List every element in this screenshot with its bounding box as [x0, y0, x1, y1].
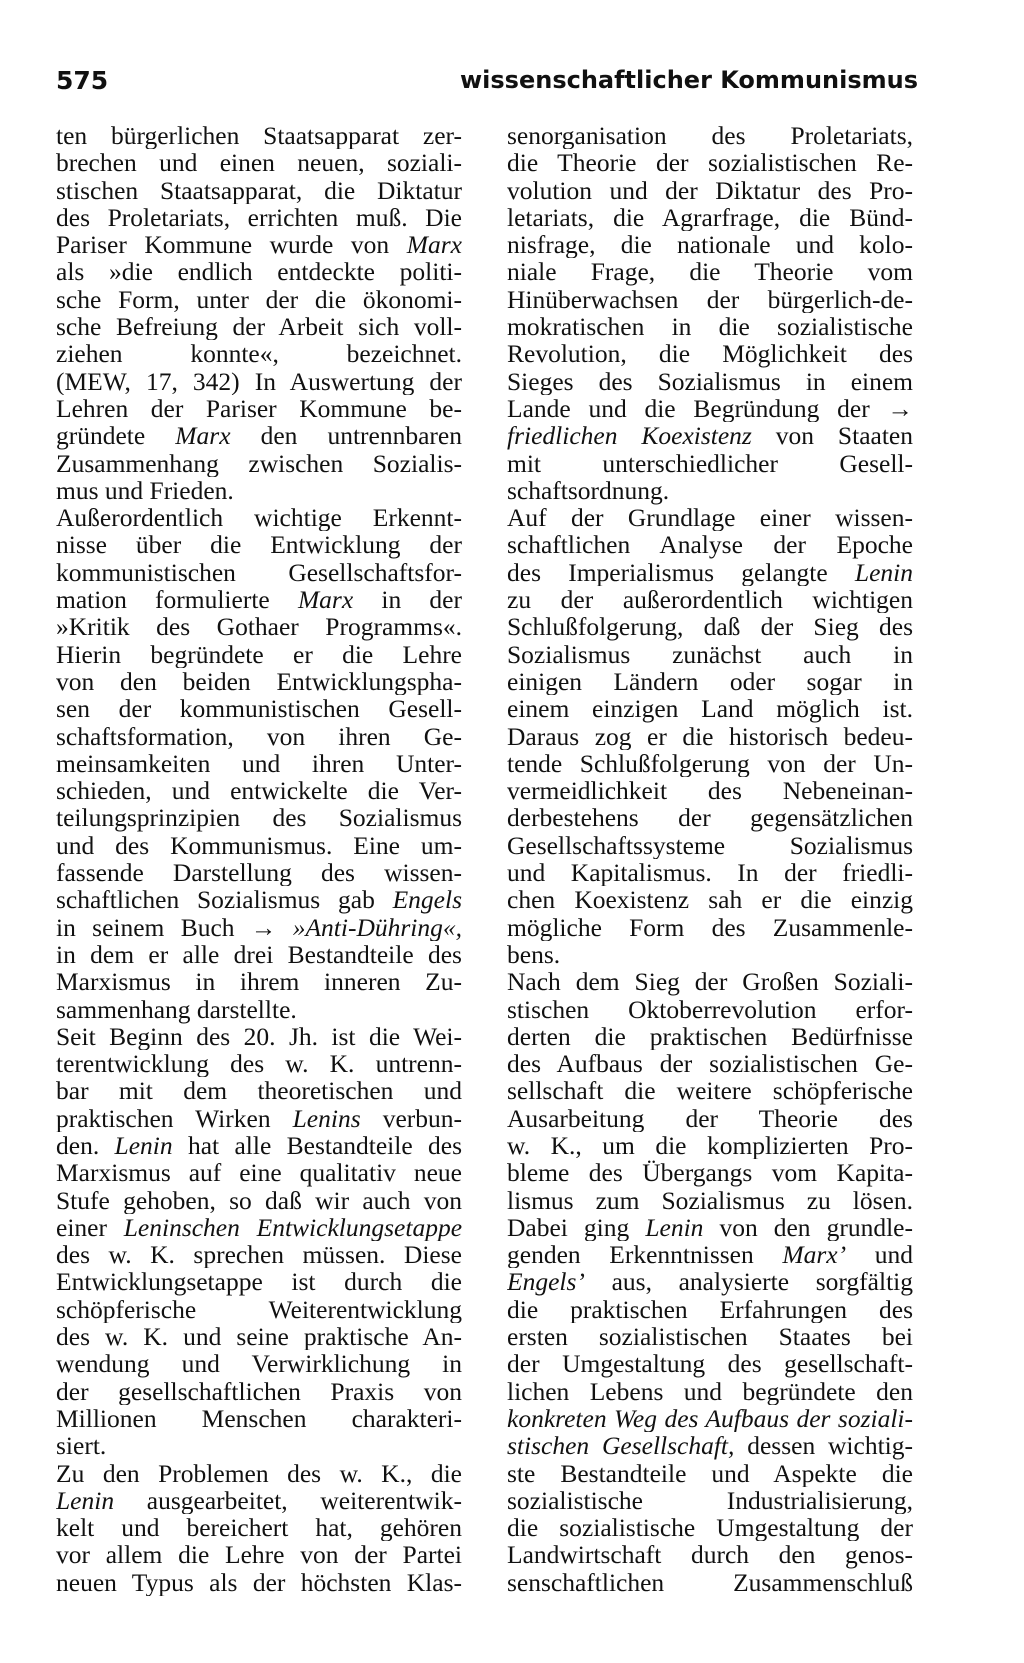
text-segment: von den grundle- — [703, 1213, 913, 1242]
text-line — [56, 231, 462, 258]
text-line: der gesellschaftlichen Praxis von — [56, 1377, 462, 1405]
text-line: des Proletariats, errichten muß. Die — [56, 203, 462, 232]
text-line: vor allem die Lehre von der Partei — [56, 1541, 462, 1569]
text-line: vermeidlichkeit des Nebeneinan- — [507, 777, 913, 805]
text-segment: mation formulierte — [56, 586, 298, 614]
text-segment: des Imperialismus gelangte — [507, 558, 855, 587]
text-line: siert. — [56, 1431, 107, 1461]
text-line: kelt und bereichert hat, gehören — [56, 1514, 462, 1542]
text-segment: und — [846, 1241, 913, 1269]
text-line: schieden, und entwickelte die Ver- — [56, 777, 462, 805]
text-line: Hinüberwachsen der bürgerlich-de- — [507, 285, 913, 314]
text-line: einem einzigen Land möglich ist. — [507, 695, 913, 723]
text-line: ersten sozialistischen Staates bei — [507, 1323, 913, 1351]
text-line: Lande und die Begründung der → — [507, 394, 913, 423]
text-line: fassende Darstellung des wissen- — [56, 859, 462, 887]
text-line: neuen Typus als der höchsten Klas- — [56, 1568, 462, 1597]
text-line: als »die endlich entdeckte politi- — [56, 258, 462, 286]
text-line — [507, 559, 913, 586]
text-line: sche Form, unter der die ökonomi- — [56, 285, 462, 314]
text-line: stischen Staatsapparat, die Diktatur — [56, 176, 462, 204]
italic-term: Marx — [406, 231, 462, 259]
text-line: Millionen Menschen charakteri- — [56, 1404, 462, 1433]
text-line: schaftsordnung. — [507, 475, 670, 505]
text-line — [56, 1487, 462, 1514]
left-text-column — [56, 122, 462, 1596]
text-line — [56, 422, 462, 449]
text-segment: schaftlichen Sozialismus gab — [56, 886, 393, 914]
text-line: Stufe gehoben, so daß wir auch von — [56, 1186, 462, 1214]
text-line: bar mit dem theoretischen und — [56, 1077, 462, 1105]
text-line: derten die praktischen Bedürfnisse — [507, 1022, 913, 1051]
text-line: zu der außerordentlich wichtigen — [507, 586, 913, 614]
text-segment: in der — [353, 586, 462, 614]
text-line: ste Bestandteile und Aspekte die — [507, 1459, 913, 1487]
text-line — [507, 1214, 913, 1241]
text-line — [56, 1105, 462, 1132]
italic-term: »Anti-Dühring«, — [292, 913, 462, 941]
italic-term: Marx — [297, 586, 354, 614]
text-line — [56, 1132, 462, 1159]
running-title: wissenschaftlicher Kommunismus — [459, 66, 918, 94]
text-line: Ausarbeitung der Theorie des — [507, 1104, 913, 1132]
text-line: Marxismus auf eine qualitativ neue — [56, 1159, 462, 1187]
text-line: sozialistische Industrialisierung, — [507, 1486, 913, 1515]
text-line: Auf der Grundlage einer wissen- — [507, 504, 913, 532]
italic-term: Lenin — [56, 1486, 115, 1515]
text-line: und des Kommunismus. Eine um- — [56, 831, 462, 860]
text-line: sen der kommunistischen Gesell- — [56, 695, 462, 723]
text-line: Seit Beginn des 20. Jh. ist die Wei- — [56, 1022, 462, 1051]
text-line: des Aufbaus der sozialistischen Ge- — [507, 1050, 913, 1078]
italic-term: stischen Gesellschaft, — [507, 1432, 735, 1460]
text-line — [56, 1214, 462, 1241]
text-line: mit unterschiedlicher Gesell- — [507, 449, 913, 477]
text-line: wendung und Verwirklichung in — [56, 1350, 462, 1378]
text-line: Zu den Problemen des w. K., die — [56, 1459, 462, 1487]
text-line: kommunistischen Gesellschaftsfor- — [56, 558, 462, 587]
text-line: schaftlichen Analyse der Epoche — [507, 531, 913, 559]
text-line: Nach dem Sieg der Großen Soziali- — [507, 968, 913, 996]
text-line: mögliche Form des Zusammenle- — [507, 913, 913, 941]
text-segment: dessen wichtig- — [734, 1432, 913, 1460]
text-line: Entwicklungsetappe ist durch die — [56, 1268, 462, 1296]
text-line: bens. — [507, 939, 561, 969]
text-line: stischen Oktoberrevolution erfor- — [507, 995, 913, 1023]
text-line: volution und der Diktatur des Pro- — [507, 176, 913, 204]
text-line: lichen Lebens und begründete den — [507, 1377, 913, 1405]
text-line: Daraus zog er die historisch bedeu- — [507, 722, 913, 750]
text-line: senorganisation des Proletariats, — [507, 122, 913, 150]
italic-term: Engels’ — [507, 1268, 585, 1296]
text-line: in dem er alle drei Bestandteile des — [56, 940, 462, 969]
text-segment: einer — [56, 1213, 124, 1242]
text-line: derbestehens der gegensätzlichen — [507, 804, 913, 832]
italic-term: Marx’ — [782, 1241, 847, 1269]
text-segment: aus, analysierte sorgfältig — [584, 1268, 913, 1296]
italic-term: Marx — [175, 422, 231, 450]
text-line: Marxismus in ihrem inneren Zu- — [56, 968, 462, 996]
italic-term: Lenin — [645, 1213, 704, 1242]
text-segment: verbun- — [360, 1104, 462, 1132]
text-line: Zusammenhang zwischen Sozialis- — [56, 449, 462, 477]
text-line: (MEW, 17, 342) In Auswertung der — [56, 367, 462, 395]
text-line: ziehen konnte«, bezeichnet. — [56, 340, 462, 368]
text-line: mokratischen in die sozialistische — [507, 313, 913, 341]
text-segment: genden Erkenntnissen — [507, 1241, 783, 1269]
text-segment: gründete — [56, 422, 176, 450]
text-line: einigen Ländern oder sogar in — [507, 667, 913, 696]
text-line: des w. K. sprechen müssen. Diese — [56, 1241, 462, 1269]
text-line: von den beiden Entwicklungspha- — [56, 667, 462, 696]
text-line: »Kritik des Gothaer Programms«. — [56, 613, 462, 641]
text-line: Gesellschaftssysteme Sozialismus — [507, 831, 913, 860]
right-text-column — [507, 122, 913, 1596]
text-segment: hat alle Bestandteile des — [172, 1131, 462, 1160]
italic-term: Leninschen Entwicklungsetappe — [123, 1213, 462, 1242]
text-line: und Kapitalismus. In der friedli- — [507, 859, 913, 887]
text-line: Schlußfolgerung, daß der Sieg des — [507, 613, 913, 641]
text-line: teilungsprinzipien des Sozialismus — [56, 804, 462, 832]
text-line: tende Schlußfolgerung von der Un- — [507, 749, 913, 778]
text-segment: den untrennbaren — [230, 422, 462, 450]
italic-term: Lenin — [854, 558, 913, 587]
text-line: die sozialistische Umgestaltung der — [507, 1514, 913, 1542]
text-segment: von Staaten — [751, 422, 913, 450]
italic-term: Lenins — [292, 1104, 361, 1132]
text-line: ten bürgerlichen Staatsapparat zer- — [56, 122, 462, 150]
text-line: w. K., um die komplizierten Pro- — [507, 1131, 913, 1160]
text-line: nisse über die Entwicklung der — [56, 531, 462, 559]
text-line: Sieges des Sozialismus in einem — [507, 367, 913, 395]
text-line: sammenhang darstellte. — [56, 994, 297, 1024]
text-line: der Umgestaltung des gesellschaft- — [507, 1350, 913, 1378]
text-line: sche Befreiung der Arbeit sich voll- — [56, 313, 462, 341]
text-line — [507, 1405, 913, 1432]
text-line: des w. K. und seine praktische An- — [56, 1323, 462, 1351]
text-segment: Pariser Kommune wurde von — [56, 231, 407, 259]
text-line: schöpferische Weiterentwicklung — [56, 1295, 462, 1324]
text-segment: praktischen Wirken — [56, 1104, 293, 1132]
text-line — [507, 1268, 913, 1295]
text-line: letariats, die Agrarfrage, die Bünd- — [507, 203, 913, 232]
text-line — [507, 422, 913, 449]
text-line: senschaftlichen Zusammenschluß — [507, 1568, 913, 1597]
text-line: terentwicklung des w. K. untrenn- — [56, 1050, 462, 1078]
text-line — [56, 586, 462, 613]
text-line: Landwirtschaft durch den genos- — [507, 1541, 913, 1569]
text-line: chen Koexistenz sah er die einzig — [507, 886, 913, 914]
text-line: sellschaft die weitere schöpferische — [507, 1077, 913, 1105]
italic-term: konkreten Weg des Aufbaus der soziali- — [507, 1404, 913, 1433]
text-line: Lehren der Pariser Kommune be- — [56, 394, 462, 423]
text-line: brechen und einen neuen, soziali- — [56, 149, 462, 177]
text-line: mus und Frieden. — [56, 475, 234, 505]
italic-term: friedlichen Koexistenz — [507, 422, 752, 450]
text-line — [56, 886, 462, 913]
text-line — [507, 1241, 913, 1268]
text-line: nisfrage, die nationale und kolo- — [507, 231, 913, 259]
page-number: 575 — [56, 66, 109, 95]
text-segment: den. — [56, 1131, 115, 1160]
text-line: Revolution, die Möglichkeit des — [507, 340, 913, 368]
text-segment: Dabei ging — [507, 1213, 646, 1242]
text-line: Außerordentlich wichtige Erkennt- — [56, 504, 462, 532]
text-segment: ausgearbeitet, weiterentwik- — [114, 1486, 462, 1515]
text-line: schaftsformation, von ihren Ge- — [56, 722, 462, 750]
text-line: niale Frage, die Theorie vom — [507, 258, 913, 286]
italic-term: Engels — [392, 886, 462, 914]
text-line: die Theorie der sozialistischen Re- — [507, 149, 913, 177]
text-line: Hierin begründete er die Lehre — [56, 640, 462, 668]
italic-term: Lenin — [114, 1131, 173, 1160]
text-line: Sozialismus zunächst auch in — [507, 640, 913, 668]
text-line — [507, 1432, 913, 1459]
text-line: bleme des Übergangs vom Kapita- — [507, 1159, 913, 1187]
text-line: lismus zum Sozialismus zu lösen. — [507, 1186, 913, 1214]
text-line: meinsamkeiten und ihren Unter- — [56, 749, 462, 778]
text-line — [56, 914, 462, 941]
text-line: die praktischen Erfahrungen des — [507, 1295, 913, 1324]
text-segment: in seinem Buch → — [56, 913, 293, 941]
